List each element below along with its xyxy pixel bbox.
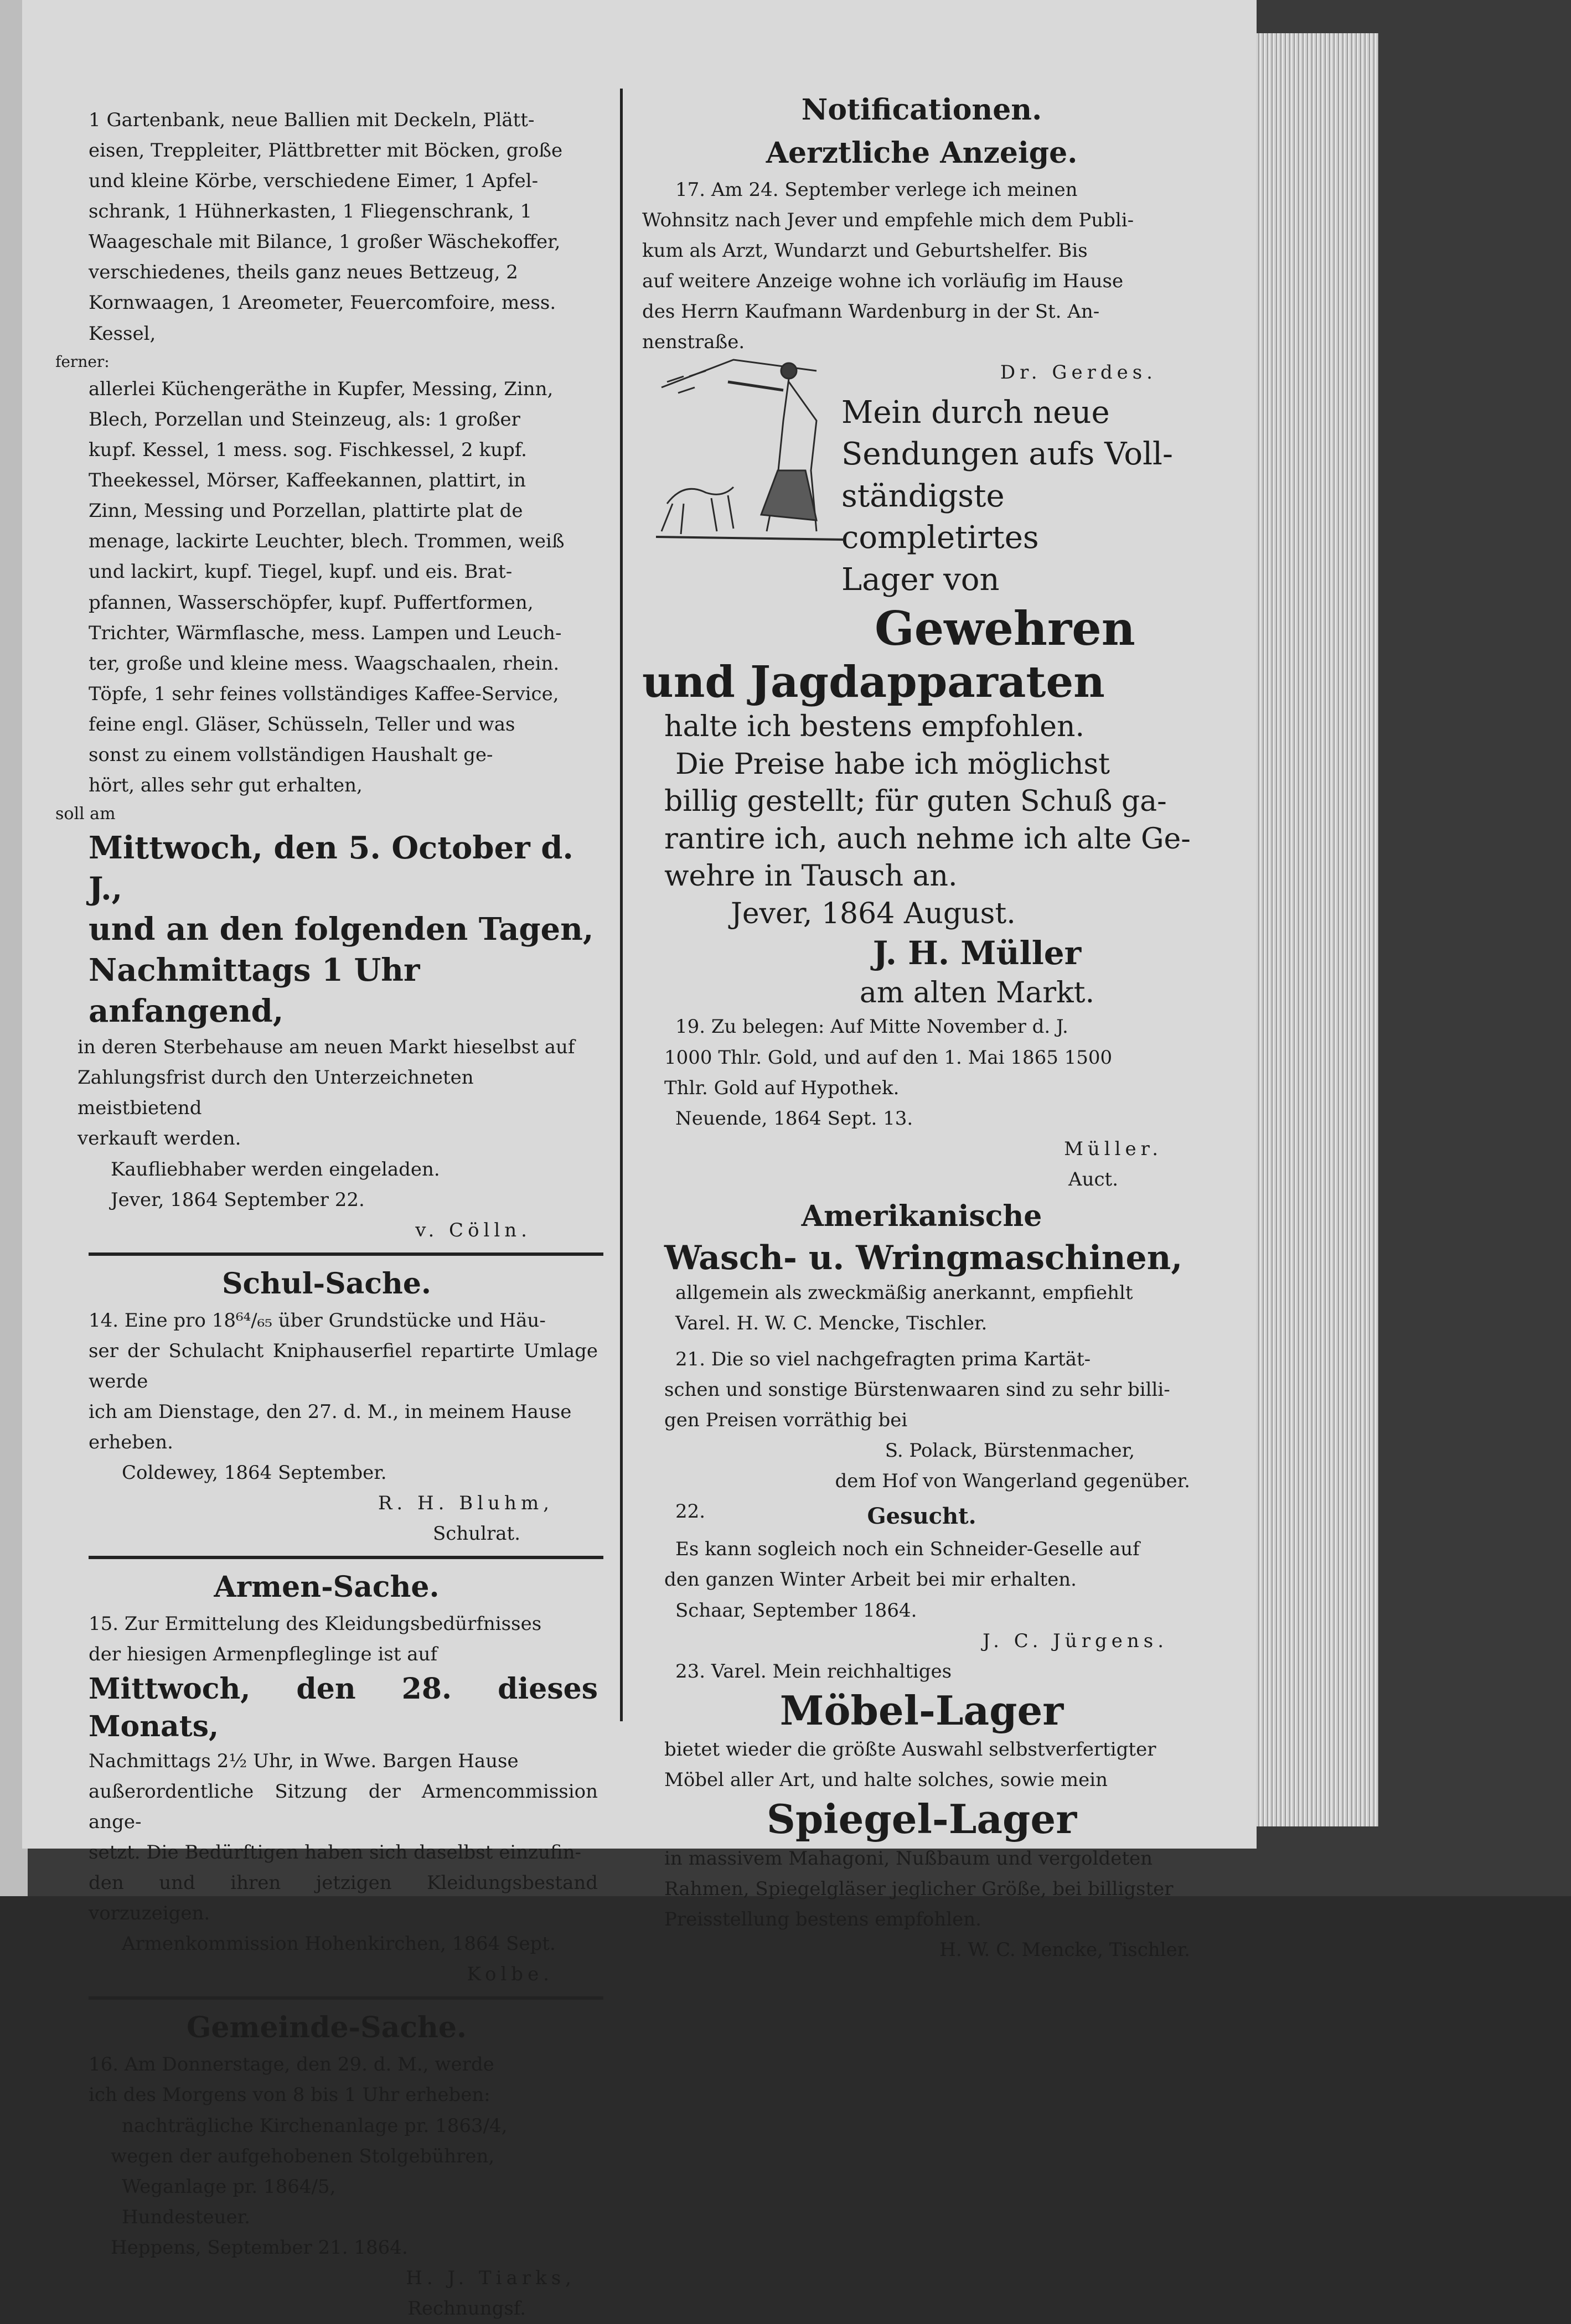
gun-ad-text: halte ich bestens empfohlen. Die Preise habe ich möglichst billig gestellt; für guten Schuß ga- rantire ich, auch nehme ich alte Ge- wehre in Tausch an. Jever, 1864 August. J. H. Müller am alten Markt. [664, 710, 1191, 1010]
gewehren-headline: Gewehren [875, 601, 1135, 656]
gemeinde-sache-body: 16. Am Donnerstage, den 29. d. M., werde ich des Morgens von 8 bis 1 Uhr erheben: nachträgliche Kirchenanlage pr. 1863/4, wegen der aufgehobenen Stolgebühren, Weganlage pr. 1864/5, Hundesteuer. Heppens, September 21. 1864. H. J. Tiarks, Rechnungsf. [89, 2053, 576, 2320]
kitchen-list: allerlei Küchengeräthe in Kupfer, Messing, Zinn, Blech, Porzellan und Steinzeug, als: 1 großer kupf. Kessel, 1 mess. sog. Fischkessel, 2 kupf. Theekessel, Mörser, Kaffeekannen, plattirt, in Zinn, Messing und Porzellan, plattirte plat de menage, lackirte Leuchter, blech. Trommen, weiß und lackirt, kupf. Tiegel, kupf. und eis. Brat- pfannen, Wasserschöpfer, kupf. Puffertformen, Trichter, Wärmflasche, mess. Lampen und Leuch- ter, große und kleine mess. Waagschaalen, rhein. Töpfe, 1 sehr feines vollständiges Kaffee-Service, feine engl. Gläser, Schüsseln, Teller und was sonst zu einem vollständigen Haushalt ge- hört, alles sehr gut erhalten, [89, 377, 565, 796]
waschmaschinen-headline: Wasch- u. Wringmaschinen, [664, 1238, 1183, 1277]
aerztliche-anzeige-heading: Aerztliche Anzeige. [766, 136, 1078, 170]
right-column [642, 0, 1201, 1965]
armen-sache-body: 15. Zur Ermittelung des Kleidungsbedürfnisses der hiesigen Armenpfleglinge ist auf Mittwoch, den 28. dieses Monats, Nachmittags 2½ Uhr, in Wwe. Bargen Hause außerordentliche Sitzung der Armencommission ange- setzt. Die Bedürftigen haben sich daselbst einzufin- den und ihren jetzigen Kleidungsbestand vorzuzeigen. Armenkommission Hohenkirchen, 1864 Sept. Kolbe. [89, 1613, 598, 1986]
hunter-with-dog-illustration [650, 338, 850, 548]
waschmaschinen-text: allgemein als zweckmäßig anerkannt, empfiehlt Varel. H. W. C. Mencke, Tischler. [675, 1281, 1133, 1334]
left-column [55, 0, 598, 2324]
armen-sache-heading: Armen-Sache. [214, 1570, 440, 1604]
book-page-edges [1257, 33, 1378, 1826]
signature-coelln: v. Cölln. [415, 1219, 531, 1241]
arzt-notice: 17. Am 24. September verlege ich meinen Wohnsitz nach Jever und empfehle mich dem Publi- kum als Arzt, Wundarzt und Geburtshelfer. Bis auf weitere Anzeige wohne ich vorläufig im Hause des Herrn Kaufmann Wardenburg in der St. An- nenstraße. Dr. Gerdes. [642, 179, 1157, 384]
auction-details: in deren Sterbehause am neuen Markt hieselbst auf Zahlungsfrist durch den Unterzeichneten meistbietend verkauft werden. Kaufliebhaber werden eingeladen. Jever, 1864 September 22. v. Cölln. [55, 1032, 598, 1246]
gun-ad-intro: Mein durch neue Sendungen aufs Voll- ständigste completirtes Lager von [841, 394, 1173, 598]
schul-sache-heading: Schul-Sache. [221, 1266, 432, 1301]
gemeinde-sache-heading: Gemeinde-Sache. [186, 2011, 467, 2045]
belegen-notice: 19. Zu belegen: Auf Mitte November d. J. 1000 Thlr. Gold, und auf den 1. Mai 1865 1500 Thlr. Gold auf Hypothek. Neuende, 1864 Sept. 13. Müller. Auct. [664, 1016, 1162, 1191]
notificationen-heading: Notificationen. [801, 93, 1042, 127]
section-rule [89, 1556, 603, 1559]
auction-date-block: Mittwoch, den 5. October d. J., und an den folgenden Tagen, Nachmittags 1 Uhr anfangend, [89, 829, 594, 1030]
notice-23: 23. Varel. Mein reichhaltiges Möbel-Lager bietet wieder die größte Auswahl selbstverfertigter Möbel aller Art, und halte solches, sowie mein Spiegel-Lager in massivem Mahagoni, Nußbaum und vergoldeten Rahmen, Spiegelgläser jeglicher Größe, bei billigster Preisstellung bestens empfohlen. H. W. C. Mencke, Tischler. [664, 1660, 1190, 1961]
notice-21: 21. Die so viel nachgefragten prima Kartät- schen und sonstige Bürstenwaaren sind zu sehr billi- gen Preisen vorräthig bei S. Polack, Bürstenmacher, dem Hof von Wangerland gegenüber. [664, 1348, 1190, 1493]
soll-am: soll am [55, 804, 116, 824]
inventory-list: 1 Gartenbank, neue Ballien mit Deckeln, Plätt- eisen, Treppleiter, Plättbretter mit Böcken, große und kleine Körbe, verschiedene Eimer, 1 Apfel- schrank, 1 Hühnerkasten, 1 Fliegenschrank, 1 Waageschale mit Bilance, 1 großer Wäschekoffer, verschiedenes, theils ganz neues Bettzeug, 2 Kornwaagen, 1 Areometer, Feuercomfoire, mess. Kessel, [89, 109, 563, 345]
schul-sache-body: 14. Eine pro 18⁶⁴/₆₅ über Grundstücke und Häu- ser der Schulacht Kniphauserfiel repartirte Umlage werde ich am Dienstage, den 27. d. M., in meinem Hause erheben. Coldewey, 1864 September. R. H. Bluhm, Schulrat. [89, 1309, 598, 1545]
section-rule [89, 1252, 603, 1256]
jagdapparaten-headline: und Jagdapparaten [642, 657, 1105, 708]
notice-22: 22. Gesucht. Es kann sogleich noch ein Schneider-Geselle auf den ganzen Winter Arbeit bei mir erhalten. Schaar, September 1864. J. C. Jürgens. [664, 1500, 1168, 1652]
section-rule [89, 1996, 603, 2000]
column-divider [620, 89, 623, 1721]
ferner-label: ferner: [55, 352, 110, 371]
amerikanische-heading: Amerikanische [801, 1199, 1042, 1233]
